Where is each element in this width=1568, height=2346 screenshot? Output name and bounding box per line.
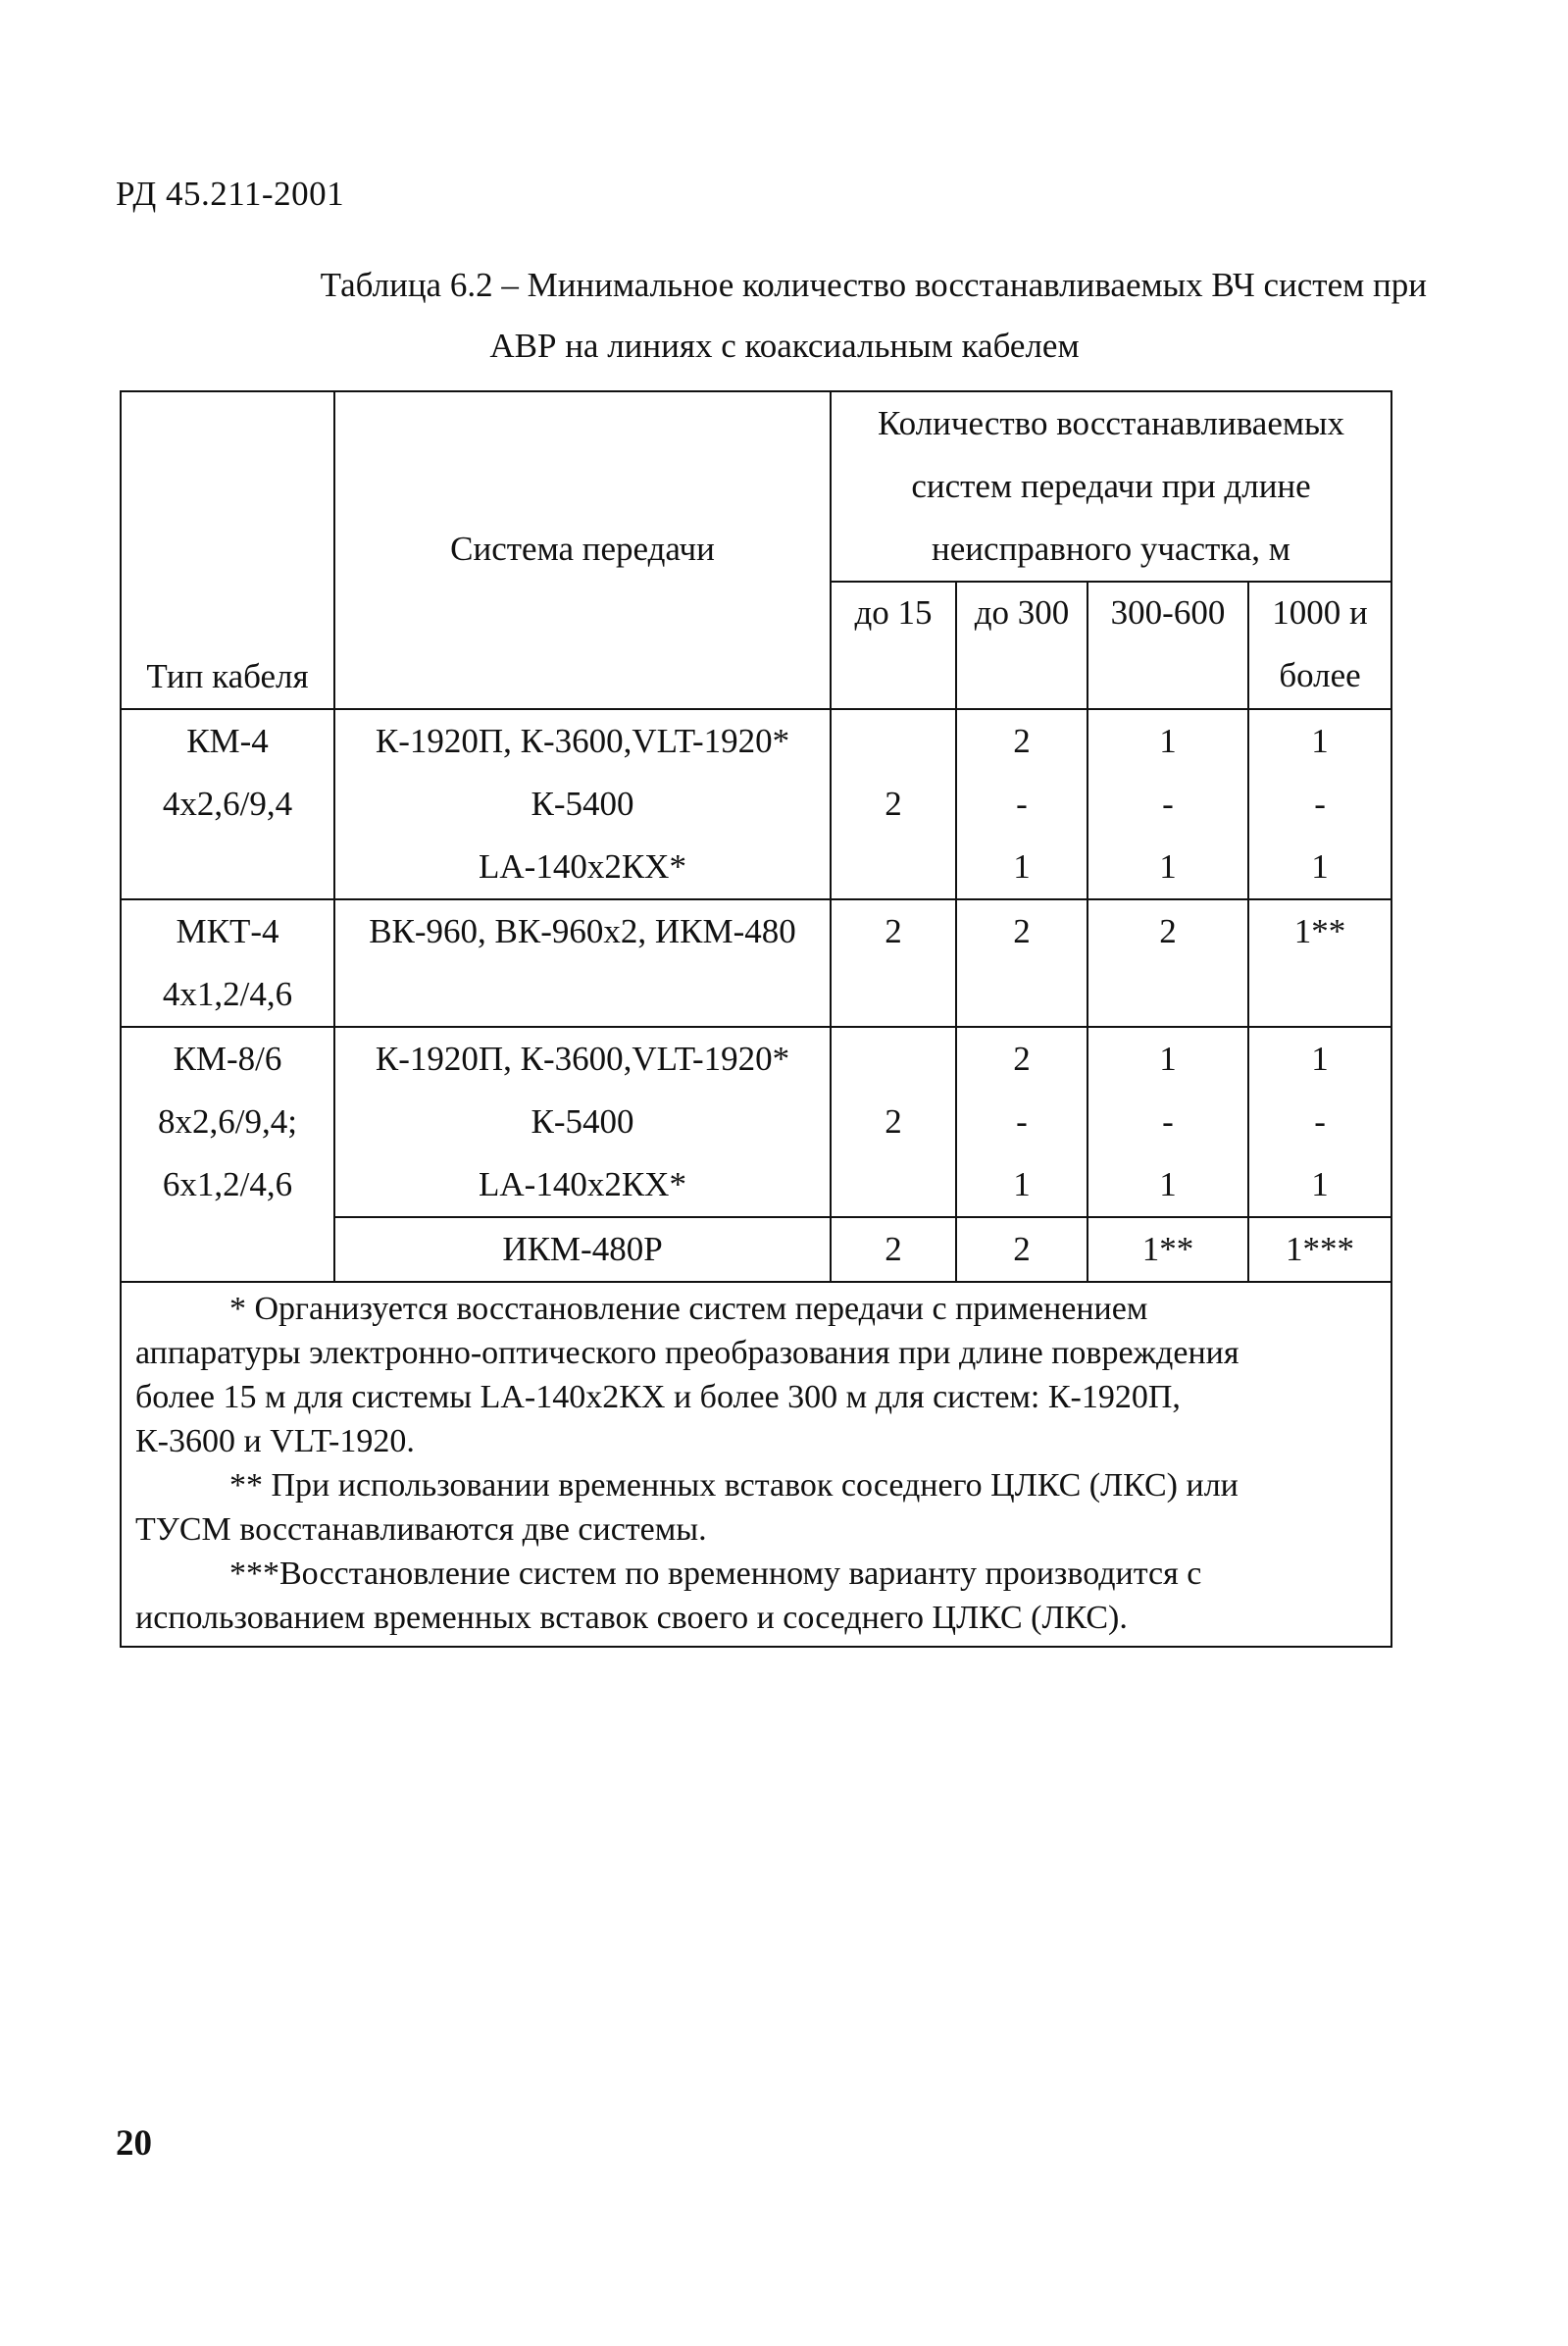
header-1000-line-2: более [1279,656,1361,694]
value-line: 1 [1013,847,1031,886]
value-line: 1 [1311,722,1329,760]
table-notes [121,1282,1391,1647]
header-up-to-15: до 15 [831,582,956,709]
note-1-line-2: аппаратуры электронно-оптического преобразования при длине повреждения [135,1335,1239,1371]
value-300-600: 2 [1087,899,1248,1027]
cable-type-line: 4х2,6/9,4 [162,785,293,823]
system-line: К-5400 [531,1102,634,1141]
cable-type-cell [121,1027,334,1282]
cable-type-line: КМ-4 [186,722,269,760]
cable-type-line: 4х1,2/4,6 [162,975,293,1013]
value-up-to-300: 2 [956,1217,1087,1282]
notes-row [121,1282,1391,1647]
cable-type-line: МКТ-4 [176,912,279,950]
table-row [121,709,1391,899]
value-up-to-300 [956,709,1087,899]
note-1-line-1: * Организуется восстановление систем передачи с применением [229,1291,1148,1327]
cable-systems-table [120,390,1392,1648]
header-up-to-300: до 300 [956,582,1087,709]
value-line: - [1016,785,1028,823]
header-system: Система передачи [334,391,831,709]
system-line: К-1920П, К-3600,VLT-1920* [375,1040,790,1078]
system-cell: ВК-960, ВК-960х2, ИКМ-480 [334,899,831,1027]
value-300-600: 1** [1087,1217,1248,1282]
value-line: 1 [1159,847,1177,886]
value-up-to-15: 2 [831,709,956,899]
note-3-line-1: ***Восстановление систем по временному варианту производится с [229,1556,1202,1592]
cable-type-line: КМ-8/6 [173,1040,282,1078]
table-row [121,899,1391,1027]
value-line: 1 [1311,1040,1329,1078]
value-up-to-15: 2 [831,899,956,1027]
table-caption-line-1: Таблица 6.2 – Минимальное количество восстанавливаемых ВЧ систем при [320,266,1427,304]
value-1000-plus: 1** [1248,899,1391,1027]
header-300-600: 300-600 [1087,582,1248,709]
system-cell [334,709,831,899]
value-line: - [1314,785,1326,823]
system-line: LA-140х2КХ* [479,1165,686,1203]
value-line: 1 [1013,1165,1031,1203]
value-line: 1 [1159,1165,1177,1203]
system-line: К-5400 [531,785,634,823]
value-line: 2 [1013,722,1031,760]
header-quantity-line-2: систем передачи при длине [911,467,1311,505]
table-row [121,1027,1391,1217]
header-cable-type: Тип кабеля [121,391,334,709]
note-1-line-3: более 15 м для системы LA-140х2КХ и более 300 м для систем: К-1920П, [135,1379,1181,1415]
cable-type-line: 6х1,2/4,6 [162,1165,293,1203]
value-300-600 [1087,1027,1248,1217]
value-line: 1 [1159,1040,1177,1078]
header-quantity [831,391,1391,582]
cable-type-line: 8х2,6/9,4; [158,1102,297,1141]
value-line: 1 [1311,1165,1329,1203]
header-quantity-line-3: неисправного участка, м [932,530,1290,568]
header-1000-line-1: 1000 и [1272,593,1368,632]
value-1000-plus: 1*** [1248,1217,1391,1282]
note-1-line-4: К-3600 и VLT-1920. [135,1423,415,1459]
system-line: К-1920П, К-3600,VLT-1920* [375,722,790,760]
value-line: - [1016,1102,1028,1141]
note-2-line-2: ТУСМ восстанавливаются две системы. [135,1511,707,1548]
value-line: - [1314,1102,1326,1141]
value-line: - [1162,1102,1174,1141]
header-1000-plus [1248,582,1391,709]
note-2-line-1: ** При использовании временных вставок соседнего ЦЛКС (ЛКС) или [229,1467,1239,1504]
value-line: - [1162,785,1174,823]
value-line: 1 [1311,847,1329,886]
note-3-line-2: использованием временных вставок своего и соседнего ЦЛКС (ЛКС). [135,1600,1128,1636]
page-number: 20 [116,2123,152,2164]
document-code: РД 45.211-2001 [116,175,345,213]
value-1000-plus [1248,709,1391,899]
value-line: 2 [1013,1040,1031,1078]
value-1000-plus [1248,1027,1391,1217]
value-300-600 [1087,709,1248,899]
system-cell [334,1027,831,1217]
value-up-to-15: 2 [831,1217,956,1282]
table-caption-line-2: АВР на линиях с коаксиальным кабелем [489,327,1080,365]
value-up-to-15: 2 [831,1027,956,1217]
cable-type-cell [121,899,334,1027]
system-cell: ИКМ-480Р [334,1217,831,1282]
value-up-to-300: 2 [956,899,1087,1027]
cable-type-cell [121,709,334,899]
value-line: 1 [1159,722,1177,760]
header-row [121,391,1391,582]
system-line: LA-140х2КХ* [479,847,686,886]
header-quantity-line-1: Количество восстанавливаемых [878,404,1345,442]
value-up-to-300 [956,1027,1087,1217]
